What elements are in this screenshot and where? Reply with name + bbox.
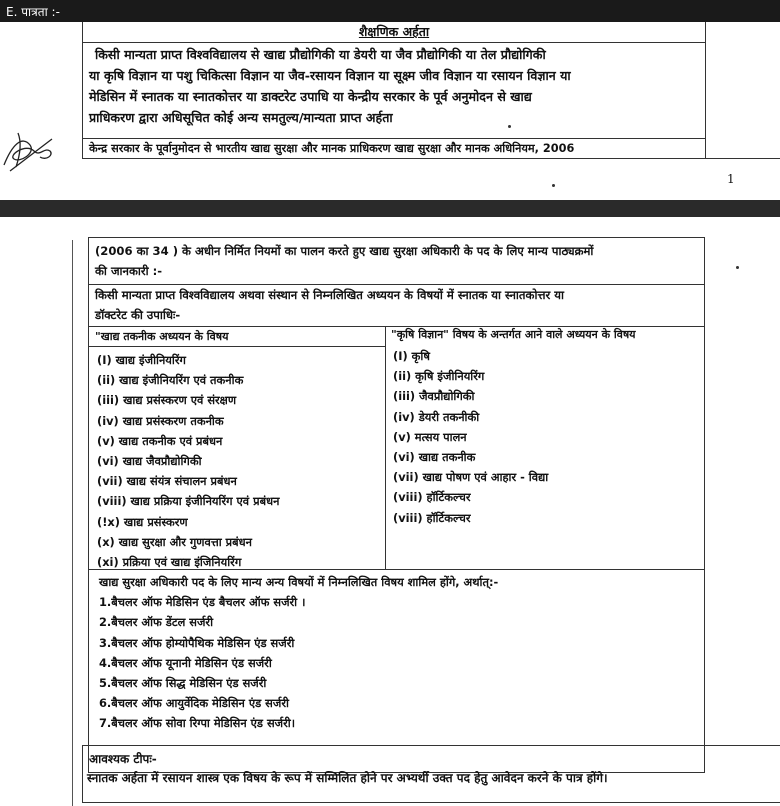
agri-subjects-list: [393, 346, 693, 528]
left-column-header: "खाद्य तकनीक अध्ययन के विषय: [95, 330, 229, 343]
speck: [508, 125, 511, 128]
food-tech-subjects-list: [97, 350, 383, 572]
qualification-line: या कृषि विज्ञान या पशु चिकित्सा विज्ञान या जैव-रसायन विज्ञान या सूक्ष्म जीव विज्ञान या रसायन विज्ञान या: [89, 68, 571, 83]
degree-line: डॉक्टरेट की उपाधिः-: [95, 308, 181, 322]
list-item: (vii) खाद्य संयंत्र संचालन प्रबंधन: [97, 474, 237, 489]
speck: [736, 266, 739, 269]
row-divider: [89, 346, 385, 347]
list-item: (I) खाद्य इंजीनियरिंग: [97, 353, 186, 367]
column-divider: [385, 326, 386, 569]
list-item: (xi) प्रक्रिया एवं खाद्य इंजिनियरिंग: [97, 555, 242, 570]
section-label: E. पात्रता :-: [6, 5, 60, 19]
list-item: (ii) कृषि इंजीनियरिंग: [393, 369, 485, 384]
page-number: 1: [727, 172, 735, 186]
note-text: स्नातक अर्हता में रसायन शास्त्र एक विषय के रूप में सम्मिलित होने पर अभ्यर्थी उक्त पद हेतु आवेदन करने के पात्र होंगे।: [87, 771, 608, 785]
speck: [552, 184, 555, 187]
list-item: (viii) हॉर्टिकल्चर: [393, 510, 471, 525]
degree-line: किसी मान्यता प्राप्त विश्वविद्यालय अथवा संस्थान से निम्नलिखित अध्ययन के विषयों में स्नातक या स्नातकोत्तर या: [95, 288, 564, 302]
courses-table: [88, 237, 705, 773]
intro-line: (2006 का 34 ) के अधीन निर्मित नियमों का पालन करते हुए खाद्य सुरक्षा अधिकारी के पद के लिए मान्य पाठ्यक्रमों: [95, 244, 594, 258]
qualification-footer-line: केन्द्र सरकार के पूर्वानुमोदन से भारतीय खाद्य सुरक्षा और मानक प्राधिकरण खाद्य सुरक्षा और मानक अधिनियम, 2006: [83, 138, 705, 157]
row-divider: [89, 326, 704, 327]
note-box: [82, 745, 780, 803]
list-item: (I) कृषि: [393, 349, 430, 363]
list-item: (viii) हॉर्टिकल्चर: [393, 490, 471, 505]
list-item: (iii) जैवप्रौद्योगिकी: [393, 389, 475, 404]
list-item: 5.बैचलर ऑफ सिद्ध मेडिसिन एंड सर्जरी: [99, 676, 267, 691]
intro-text: [95, 241, 700, 281]
qualification-line: मेडिसिन में स्नातक या स्नातकोत्तर या डाक्टरेट उपाधि या केन्द्रीय सरकार के पूर्व अनुमोदन से खाद्य: [89, 89, 532, 104]
section-header-band: [0, 0, 780, 22]
list-item: 3.बैचलर ऑफ होम्योपैथिक मेडिसिन एंड सर्जरी: [99, 635, 295, 650]
margin-line: [72, 240, 73, 806]
other-subjects-section: [99, 572, 699, 734]
qualification-line: प्राधिकरण द्वारा अधिसूचित कोई अन्य समतुल्य/मान्यता प्राप्त अर्हता: [89, 110, 393, 125]
qualification-body: [89, 44, 697, 128]
list-item: (ii) खाद्य इंजीनियरिंग एवं तकनीक: [97, 373, 244, 388]
list-item: (iv) खाद्य प्रसंस्करण तकनीक: [97, 413, 224, 428]
horizontal-rule: [82, 158, 780, 159]
list-item: 1.बैचलर ऑफ मेडिसिन एंड बैचलर ऑफ सर्जरी ।: [99, 595, 306, 610]
list-item: (iii) खाद्य प्रसंस्करण एवं संरक्षण: [97, 393, 237, 408]
list-item: 7.बैचलर ऑफ सोवा रिग्पा मेडिसिन एंड सर्जरी।: [99, 716, 296, 731]
list-item: (!x) खाद्य प्रसंस्करण: [97, 514, 188, 529]
page-divider-band: [0, 200, 780, 217]
list-item: 2.बैचलर ऑफ डेंटल सर्जरी: [99, 615, 214, 630]
list-item: (vii) खाद्य पोषण एवं आहार - विद्या: [393, 470, 549, 485]
list-item: 6.बैचलर ऑफ आयुर्वेदिक मेडिसिन एंड सर्जरी: [99, 696, 289, 711]
qualification-title: शैक्षणिक अर्हता: [83, 22, 705, 43]
list-item: (x) खाद्य सुरक्षा और गुणवत्ता प्रबंधन: [97, 534, 252, 549]
list-item: 4.बैचलर ऑफ यूनानी मेडिसिन एंड सर्जरी: [99, 655, 272, 670]
signature-mark: [0, 125, 60, 180]
right-column-header: "कृषि विज्ञान" विषय के अन्तर्गत आने वाले अध्ययन के विषय: [391, 328, 636, 341]
qualification-line: किसी मान्यता प्राप्त विश्वविद्यालय से खाद्य प्रौद्योगिकी या डेयरी या जैव प्रौद्योगिकी या तेल प्रौद्योगिकी: [95, 47, 546, 62]
list-item: (iv) डेयरी तकनीकी: [393, 409, 480, 424]
other-subjects-intro: खाद्य सुरक्षा अधिकारी पद के लिए मान्य अन्य विषयों में निम्नलिखित विषय शामिल होंगे, अर्थात्:-: [99, 575, 499, 589]
row-divider: [89, 569, 704, 570]
note-label: आवश्यक टीपः-: [89, 752, 157, 766]
list-item: (v) मत्सय पालन: [393, 429, 467, 444]
intro-line: की जानकारी :-: [95, 264, 163, 278]
qualification-table: [82, 22, 706, 159]
list-item: (vi) खाद्य जैवप्रौद्योगिकी: [97, 454, 202, 469]
list-item: (vi) खाद्य तकनीक: [393, 450, 476, 465]
list-item: (v) खाद्य तकनीक एवं प्रबंधन: [97, 433, 223, 448]
list-item: (viii) खाद्य प्रक्रिया इंजीनियरिंग एवं प्रबंधन: [97, 494, 280, 509]
degree-text: [95, 285, 700, 325]
